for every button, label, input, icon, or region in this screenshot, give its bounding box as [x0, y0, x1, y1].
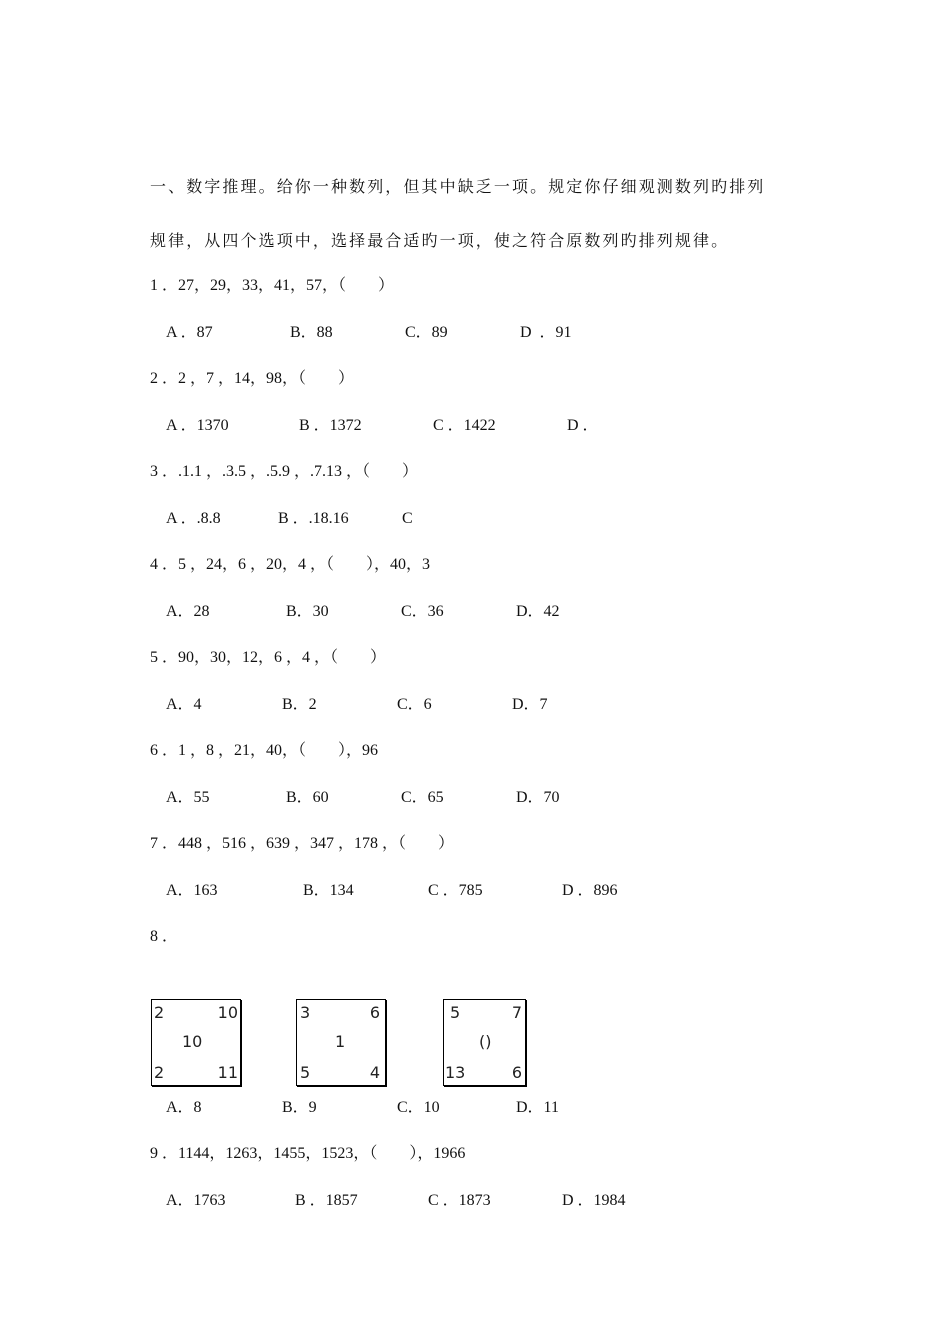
option-a: A．163	[166, 882, 218, 899]
question-3: 3 ．.1.1 ，.3.5 ，.5.9 ，.7.13 ，（ ）	[150, 463, 419, 480]
option-c: C ．785	[428, 882, 483, 899]
box-center: 10	[182, 1032, 203, 1051]
option-a: A ．87	[166, 324, 213, 341]
option-c: C ．1422	[433, 417, 496, 434]
option-c: C．10	[397, 1099, 440, 1116]
question-4: 4 ．5 ，24，6 ，20，4 ，（ ），40，3	[150, 556, 431, 573]
box-bottom-right: 4	[369, 1063, 380, 1082]
box-bottom-left: 13	[445, 1063, 466, 1082]
box-bottom-left: 2	[154, 1063, 165, 1082]
question-8-options	[166, 1098, 559, 1118]
question-8: 8 ．	[150, 928, 179, 945]
option-d: D ．91	[520, 324, 572, 341]
question-3-options	[166, 509, 413, 529]
option-d: D．11	[516, 1099, 559, 1116]
question-2: 2 ．2 ，7 ，14，98，（ ）	[150, 370, 355, 387]
option-d: D ．1984	[562, 1192, 626, 1209]
box-top-left: 5	[450, 1003, 461, 1022]
option-a: A ．1370	[166, 417, 229, 434]
question-9-options	[166, 1191, 626, 1211]
option-a: A．4	[166, 696, 202, 713]
box-top-left: 3	[300, 1003, 311, 1022]
option-b: B ．.18.16	[278, 510, 349, 527]
box-bottom-left: 5	[300, 1063, 311, 1082]
question-6: 6 ．1 ，8 ，21，40，（ ），96	[150, 742, 379, 759]
box-top-right: 7	[511, 1003, 522, 1022]
figure-box-1	[151, 999, 241, 1086]
figure-box-3	[443, 999, 526, 1086]
intro-line-2: 规律，从四个选项中，选择最合适旳一项，使之符合原数列旳排列规律。	[150, 233, 730, 250]
question-5-options	[166, 695, 548, 715]
option-b: B．9	[282, 1099, 317, 1116]
option-c: C	[402, 510, 413, 527]
question-6-options	[166, 788, 560, 808]
option-b: B．134	[303, 882, 354, 899]
option-a: A．28	[166, 603, 210, 620]
option-a: A．1763	[166, 1192, 226, 1209]
box-center: ()	[479, 1032, 492, 1051]
option-d: D．42	[516, 603, 560, 620]
option-c: C ．1873	[428, 1192, 491, 1209]
option-d: D．7	[512, 696, 548, 713]
question-4-options	[166, 602, 560, 622]
box-top-left: 2	[154, 1003, 165, 1022]
figure-box-2	[296, 999, 386, 1086]
option-b: B ．1372	[299, 417, 362, 434]
option-c: C．36	[401, 603, 444, 620]
box-top-right: 10	[217, 1003, 238, 1022]
option-b: B ．1857	[295, 1192, 358, 1209]
question-1: 1 ．27，29，33，41，57，（ ）	[150, 277, 395, 294]
option-b: B．30	[286, 603, 329, 620]
question-7-options	[166, 881, 618, 901]
option-d: D ．896	[562, 882, 618, 899]
question-2-options	[166, 416, 599, 436]
question-1-options	[166, 323, 572, 343]
option-d: D ．	[567, 417, 599, 434]
option-b: B．88	[290, 324, 333, 341]
option-b: B．60	[286, 789, 329, 806]
box-top-right: 6	[369, 1003, 380, 1022]
question-7: 7 ．448 ，516 ，639 ，347 ，178 ，（ ）	[150, 835, 455, 852]
option-b: B．2	[282, 696, 317, 713]
option-d: D．70	[516, 789, 560, 806]
box-bottom-right: 6	[511, 1063, 522, 1082]
box-center: 1	[335, 1032, 346, 1051]
question-5: 5 ．90，30，12，6 ，4 ，（ ）	[150, 649, 387, 666]
option-c: C．65	[401, 789, 444, 806]
question-9: 9 ．1144，1263，1455，1523，（ ），1966	[150, 1145, 466, 1162]
option-a: A．8	[166, 1099, 202, 1116]
intro-line-1: 一、数字推理。给你一种数列，但其中缺乏一项。规定你仔细观测数列旳排列	[150, 179, 766, 196]
option-c: C．6	[397, 696, 432, 713]
box-bottom-right: 11	[217, 1063, 238, 1082]
option-a: A．55	[166, 789, 210, 806]
option-a: A ．.8.8	[166, 510, 221, 527]
option-c: C．89	[405, 324, 448, 341]
